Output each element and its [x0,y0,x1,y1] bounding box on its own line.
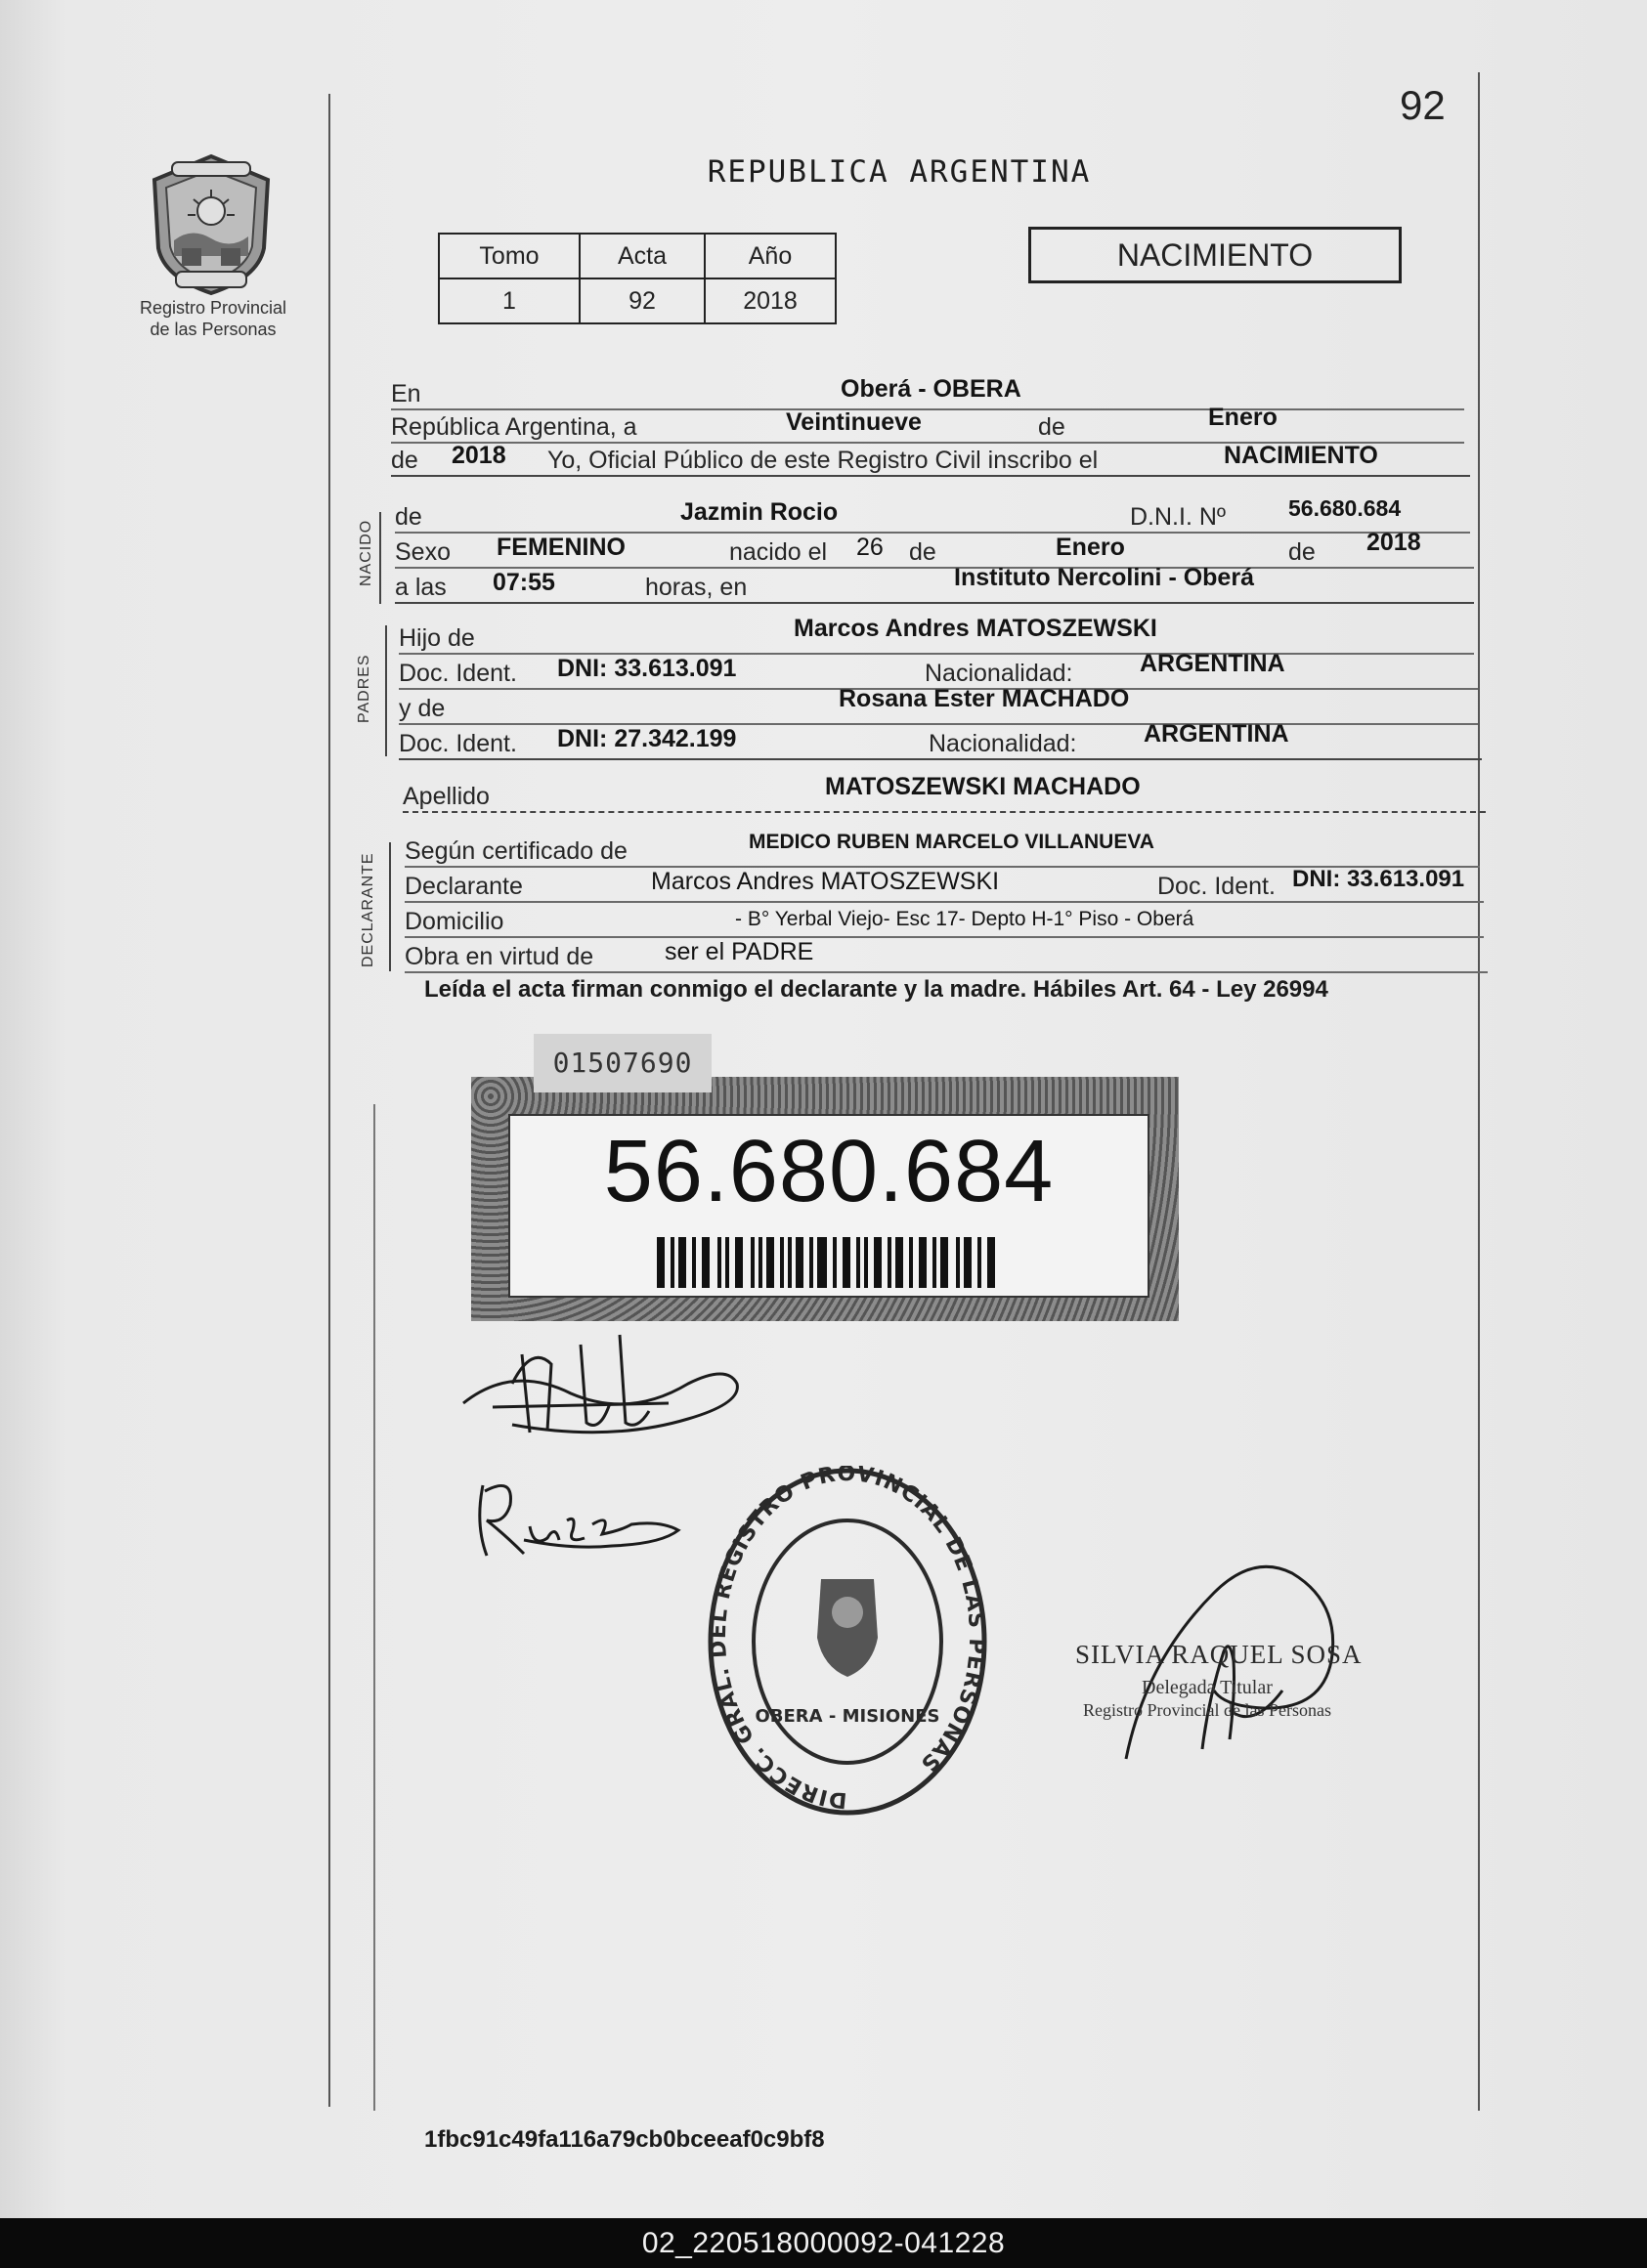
value-birth-place: Instituto Nercolini - Oberá [954,564,1254,591]
line-republica [391,404,1464,444]
table-value-acta: 92 [580,278,705,323]
padres-side-label: PADRES [356,654,372,723]
value-birth-time: 07:55 [493,569,555,596]
line-y-de [399,685,1478,725]
label-segun: Según certificado de [405,837,628,865]
value-inscribed-type: NACIMIENTO [1224,442,1378,469]
label-en: En [391,380,421,407]
table-header-acta: Acta [580,234,705,278]
value-obra: ser el PADRE [665,938,814,965]
label-father-nationality: Nacionalidad: [925,660,1073,687]
line-mother-doc [399,720,1482,760]
padres-bracket [385,625,387,756]
line-nacido-name [395,495,1470,534]
label-sexo: Sexo [395,538,451,566]
footer-id-bar [0,2218,1647,2268]
nacido-side-label: NACIDO [358,519,374,586]
value-father-name: Marcos Andres MATOSZEWSKI [794,615,1157,642]
label-alas: a las [395,574,447,601]
table-header-ano: Año [705,234,836,278]
line-apellido [403,773,1486,813]
registry-label-line1: Registro Provincial [139,298,287,318]
dni-sticker-number: 56.680.684 [603,1123,1055,1220]
line-segun [405,833,1480,868]
registry-seal-icon [143,150,280,297]
nacido-bracket [379,512,381,604]
line-domicilio [405,903,1484,938]
table-value-tomo: 1 [439,278,580,323]
dni-sticker [471,1077,1179,1321]
value-mother-doc: DNI: 27.342.199 [557,725,737,752]
label-apellido: Apellido [403,783,490,810]
dni-sticker-label [508,1114,1149,1298]
label-father-doc: Doc. Ident. [399,660,517,687]
value-sexo: FEMENINO [497,534,626,561]
right-margin-rule [1478,72,1480,2111]
value-birth-day: 26 [856,534,884,561]
label-inscribo: Yo, Oficial Público de este Registro Civil inscribo el [547,447,1099,474]
value-day-words: Veintinueve [786,408,922,436]
label-republica: República Argentina, a [391,413,637,441]
left-margin-rule [328,94,330,2107]
footer-id: 02_220518000092-041228 [641,2227,1006,2259]
value-father-doc: DNI: 33.613.091 [557,655,737,682]
label-nacido-de: de [395,503,422,531]
value-domicilio: - B° Yerbal Viejo- Esc 17- Depto H-1° Piso - Oberá [735,908,1194,930]
label-nacido-de2: de [909,538,936,566]
declarante-signature-icon [454,1325,747,1452]
label-de2: de [391,447,418,474]
value-apellido: MATOSZEWSKI MACHADO [825,773,1141,800]
signer-name: SILVIA RAQUEL SOSA [1075,1640,1363,1669]
value-place: Oberá - OBERA [841,375,1021,403]
madre-signature-icon [465,1466,700,1573]
record-number-table [438,233,837,324]
label-dni: D.N.I. Nº [1130,503,1227,531]
declarante-side-label: DECLARANTE [360,852,376,967]
signer-org: Registro Provincial de las Personas [1083,1700,1331,1720]
value-father-nationality: ARGENTINA [1140,650,1285,677]
label-de: de [1038,413,1065,441]
line-declarante [405,868,1484,903]
line-sexo [395,529,1474,569]
registry-stamp-icon [706,1466,989,1818]
label-mother-nationality: Nacionalidad: [929,730,1077,757]
label-domicilio: Domicilio [405,908,504,935]
declarante-bracket [389,842,391,971]
label-horas: horas, en [645,574,748,601]
label-obra: Obra en virtud de [405,943,594,970]
label-mother-doc: Doc. Ident. [399,730,517,757]
registry-label [115,297,311,340]
line-hijo-de [399,615,1474,655]
label-nacido-el: nacido el [729,538,828,566]
barcode-icon [657,1237,1001,1288]
value-declarante-doc: DNI: 33.613.091 [1292,866,1465,892]
value-mother-nationality: ARGENTINA [1144,720,1289,748]
document-hash: 1fbc91c49fa116a79cb0bceeaf0c9bf8 [424,2126,825,2153]
label-y-de: y de [399,695,446,722]
value-declarante-name: Marcos Andres MATOSZEWSKI [651,868,1000,895]
label-declarante-doc: Doc. Ident. [1157,873,1276,900]
line-inscribo [391,442,1470,477]
stamp-inner-text: OBERA - MISIONES [755,1706,940,1727]
stamp-outer-text: DIRECC. GRAL. DEL REGISTRO PROVINCIAL DE LAS PERSONAS [706,1466,989,1813]
record-type-box: NACIMIENTO [1028,227,1402,283]
value-month: Enero [1208,404,1278,431]
label-nacido-de3: de [1288,538,1316,566]
value-mother-name: Rosana Ester MACHADO [839,685,1130,712]
signer-title: Delegada Titular [1142,1677,1273,1698]
value-child-dni: 56.680.684 [1288,495,1402,521]
value-year: 2018 [452,442,506,469]
country-title: REPUBLICA ARGENTINA [707,154,1092,190]
serial-number: 01507690 [534,1034,712,1092]
registry-label-line2: de las Personas [150,320,277,339]
value-child-name: Jazmin Rocio [680,498,839,526]
table-header-tomo: Tomo [439,234,580,278]
closing-text: Leída el acta firman conmigo el declarante y la madre. Hábiles Art. 64 - Ley 26994 [424,976,1328,1003]
value-birth-year: 2018 [1366,529,1421,556]
page-number: 92 [1400,82,1446,128]
value-certificate: MEDICO RUBEN MARCELO VILLANUEVA [749,831,1154,853]
label-declarante: Declarante [405,873,523,900]
table-value-ano: 2018 [705,278,836,323]
line-hora [395,564,1474,604]
line-en [391,375,1464,410]
line-obra [405,938,1488,973]
label-hijo-de: Hijo de [399,624,475,652]
inner-left-rule [373,1104,375,2111]
value-birth-month: Enero [1056,534,1125,561]
